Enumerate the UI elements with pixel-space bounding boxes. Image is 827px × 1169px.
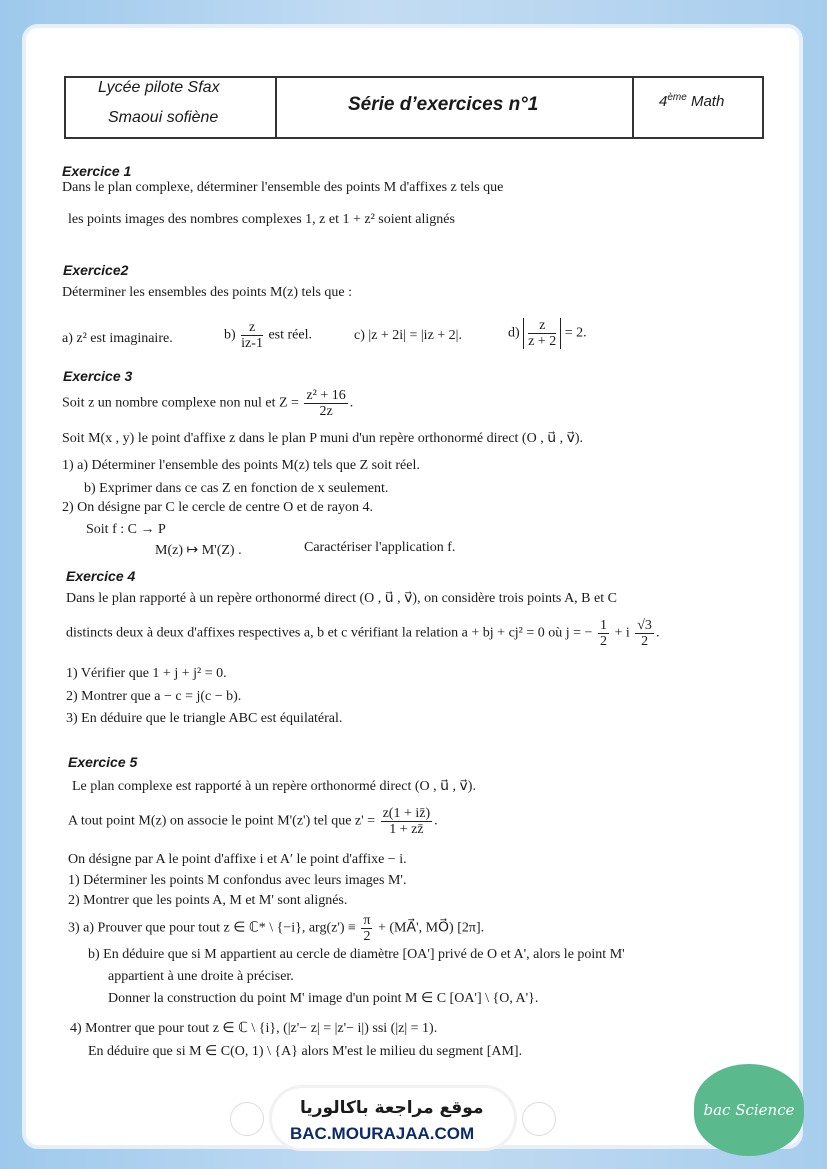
exercise-1-text: les points images des nombres complexes 1, z et 1 + z² soient alignés: [68, 212, 455, 227]
exercise-2-text: Déterminer les ensembles des points M(z) tels que :: [62, 285, 353, 300]
exercise-2-item-b: b) $\frac{z}{iz-1}$ est réel.: [224, 320, 312, 351]
exercise-3-question: 1) a) Déterminer l'ensemble des points M(z) tels que Z soit réel.: [62, 458, 420, 473]
class-level: 4ème Math: [659, 92, 725, 110]
site-logo-right: [522, 1102, 556, 1136]
exercise-5-question: 2) Montrer que les points A, M et M' sont alignés.: [68, 893, 348, 908]
site-url-link[interactable]: BAC.MOURAJAA.COM: [290, 1124, 475, 1143]
exercise-5-question: b) En déduire que si M appartient au cercle de diamètre [OA'] privé de O et A', alors le point M': [88, 947, 625, 962]
exercise-1-title: Exercice 1: [62, 163, 132, 179]
exercise-4-text: Dans le plan rapporté à un repère orthonormé direct (O , u⃗ , v⃗), on considère trois points A, B et C: [66, 591, 617, 606]
teacher-name: Smaoui sofiène: [108, 109, 219, 126]
exercise-3-title: Exercice 3: [63, 368, 133, 384]
exercise-2-item-d: d) $\frac{z}{z + 2}$ = 2.: [508, 318, 587, 349]
exercise-5-question: 1) Déterminer les points M confondus avec leurs images M'.: [68, 873, 407, 888]
exercise-5-question: Donner la construction du point M' image d'un point M ∈ C [OA'] \ {O, A'}.: [108, 991, 539, 1006]
exercise-2-item-a: a) z² est imaginaire.: [62, 331, 173, 346]
exercise-5-text: Le plan complexe est rapporté à un repère orthonormé direct (O , u⃗ , v⃗).: [72, 779, 476, 794]
exercise-5-text: A tout point M(z) on associe le point M'(z') tel que z' = $\frac{z(1 + iz̄)}{1 + zz̄}$ .: [68, 806, 438, 837]
site-logo-left: [230, 1102, 264, 1136]
exercise-3-question: Caractériser l'application f.: [304, 540, 456, 555]
exercise-5-text: On désigne par A le point d'affixe i et A′ le point d'affixe − i.: [68, 852, 407, 867]
exercise-4-question: 1) Vérifier que 1 + j + j² = 0.: [66, 666, 227, 681]
exercise-5-question: En déduire que si M ∈ C(O, 1) \ {A} alors M'est le milieu du segment [AM].: [88, 1044, 523, 1059]
exercise-2-item-c: c) |z + 2i| = |iz + 2|.: [354, 328, 462, 343]
exercise-4-title: Exercice 4: [66, 568, 136, 584]
exercise-5-question: 4) Montrer que pour tout z ∈ ℂ \ {i}, (|z'− z| = |z'− i|) ssi (|z| = 1).: [70, 1021, 438, 1036]
exercise-2-title: Exercice2: [63, 262, 129, 278]
exercise-1-text: Dans le plan complexe, déterminer l'ensemble des points M d'affixes z tels que: [62, 180, 504, 195]
exercise-3-text: Soit M(x , y) le point d'affixe z dans le plan P muni d'un repère orthonormé direct (O , u⃗ , v⃗).: [62, 431, 584, 446]
header-box: [64, 76, 764, 139]
exercise-4-question: 2) Montrer que a − c = j(c − b).: [66, 689, 242, 704]
exercise-5-question: 3) a) Prouver que pour tout z ∈ ℂ* \ {−i}, arg(z') ≡ $\frac{\pi}{2}$ + (MA⃗', MO⃗) [2π].: [68, 913, 485, 944]
exercise-4-text: distincts deux à deux d'affixes respectives a, b et c vérifiant la relation a + bj + cj² = 0 où j = − $\frac{1}{2}$ + i $\frac{√3}{2}$ .: [66, 618, 660, 649]
exercise-3-question: 2) On désigne par C le cercle de centre O et de rayon 4.: [62, 500, 373, 515]
exercise-4-question: 3) En déduire que le triangle ABC est équilatéral.: [66, 711, 343, 726]
exercise-3-question: b) Exprimer dans ce cas Z en fonction de x seulement.: [84, 481, 389, 496]
exercise-3-question: M(z) ↦ M'(Z) .: [155, 543, 242, 558]
bac-science-badge: bac Science: [694, 1064, 804, 1156]
exercise-5-title: Exercice 5: [68, 754, 138, 770]
school-name: Lycée pilote Sfax: [98, 79, 220, 96]
page-title: Série d’exercices n°1: [348, 94, 539, 115]
exercise-3-question: Soit f : C → P: [86, 522, 166, 537]
site-name-arabic: موقع مراجعة باكالوريا: [300, 1098, 484, 1118]
header-divider: [275, 78, 277, 137]
header-divider: [632, 78, 634, 137]
exercise-5-question: appartient à une droite à préciser.: [108, 969, 294, 984]
exercise-3-text: Soit z un nombre complexe non nul et Z = $\frac{\text{z² + 16}}{2z}$ .: [62, 388, 354, 419]
